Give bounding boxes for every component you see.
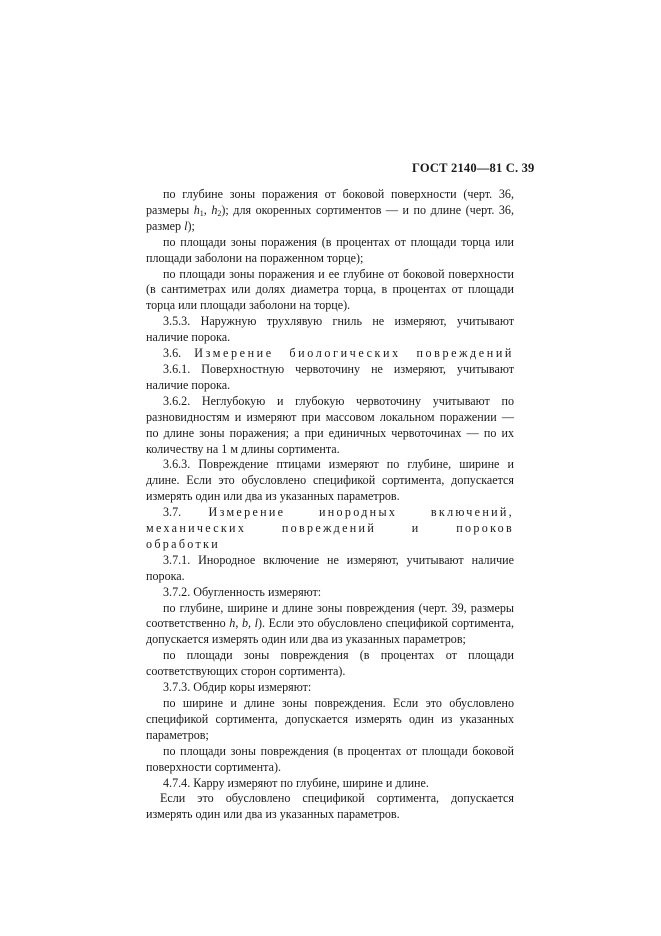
- paragraph: 3.6.2. Неглубокую и глубокую червоточину учитывают по разновидностям и измеряют при массовом локальном поражении — по длине зоны поражения; а при единичных червоточинах — по их количеству на 1 м длины сортимента.: [146, 393, 514, 456]
- paragraph: Если это обусловлено спецификой сортимента, допускается измерять один или два из указанных параметров.: [146, 791, 514, 822]
- paragraph: по глубине зоны поражения от боковой поверхности (черт. 36, размеры $h_1$, $h_2$); для окоренных сортиментов — и по длине (черт. 36, размер l);: [146, 187, 515, 233]
- page-header: ГОСТ 2140—81 С. 39: [412, 161, 535, 175]
- paragraph: 3.7.2. Обугленность измеряют:: [163, 584, 322, 599]
- document-body: [146, 187, 514, 823]
- paragraph: 3.7.3. Обдир коры измеряют:: [163, 680, 312, 695]
- paragraph: 4.7.4. Карру измеряют по глубине, ширине и длине.: [163, 775, 429, 790]
- section-heading: 3.6. Измерение биологических повреждений: [163, 346, 514, 361]
- section-heading: 3.7. Измерение инородных включений, механических повреждений и пороков обработки: [146, 505, 514, 551]
- paragraph: 3.6.3. Повреждение птицами измеряют по глубине, ширине и длине. Если это обусловлено спецификой сортимента, допускается измерять один или два из указанных параметров.: [146, 457, 514, 504]
- paragraph: 3.7.1. Инородное включение не измеряют, учитывают наличие порока.: [146, 552, 514, 583]
- paragraph: по площади зоны повреждения (в процентах от площади соответствующих сторон сортимента).: [146, 648, 514, 679]
- paragraph: 3.6.1. Поверхностную червоточину не измеряют, учитывают наличие порока.: [146, 361, 514, 392]
- paragraph: 3.5.3. Наружную трухлявую гниль не измеряют, учитывают наличие порока.: [146, 314, 514, 345]
- paragraph: по площади зоны повреждения (в процентах от площади боковой поверхности сортимента).: [146, 743, 514, 774]
- paragraph: по глубине, ширине и длине зоны повреждения (черт. 39, размеры соответственно h, b, l). Если это обусловлено спецификой сортимента, допускается измерять один или два из указанных параметров;: [146, 600, 514, 647]
- paragraph: по ширине и длине зоны повреждения. Если это обусловлено спецификой сортимента, допускается измерять один из указанных параметров;: [146, 696, 514, 742]
- paragraph: по площади зоны поражения и ее глубине от боковой поверхности (в сантиметрах или долях диаметра торца, в процентах от площади торца или площади заболони на торце).: [146, 266, 514, 313]
- paragraph: по площади зоны поражения (в процентах от площади торца или площади заболони на пораженном торце);: [146, 234, 514, 265]
